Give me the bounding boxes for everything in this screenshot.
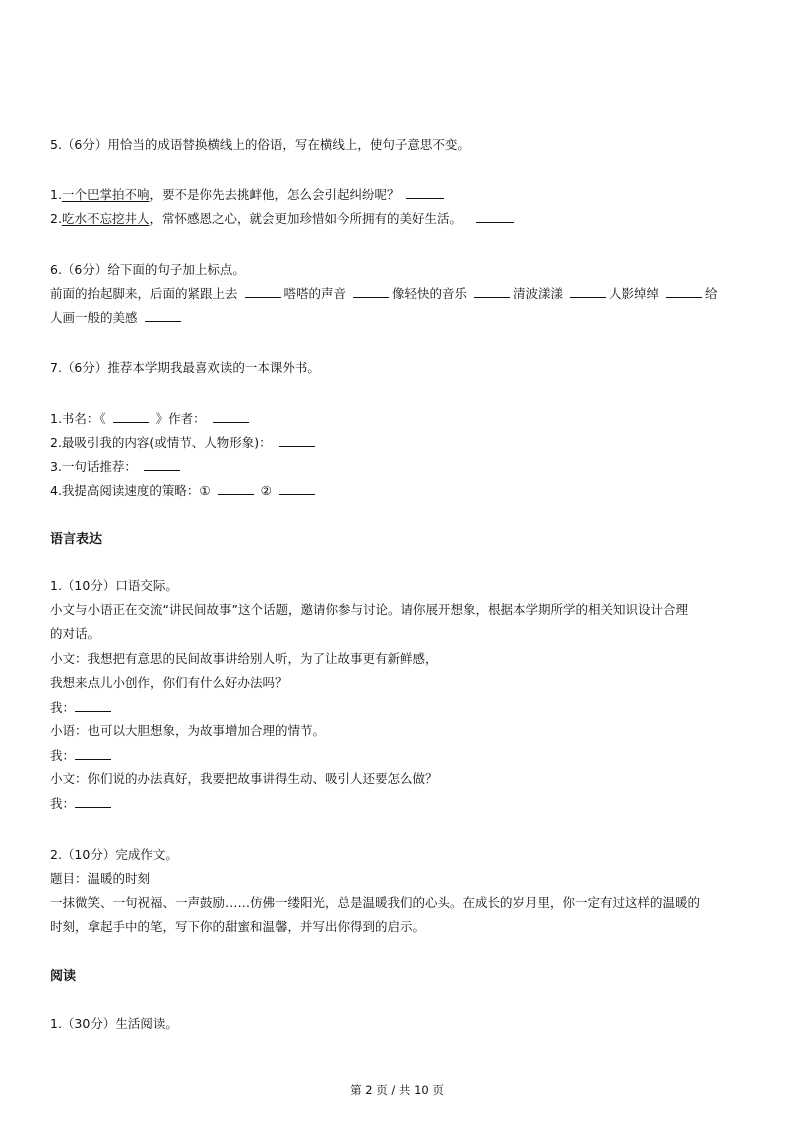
r1-title: 1.（30分）生活阅读。 [50,1016,178,1031]
q5-title: 5.（6分）用恰当的成语替换横线上的俗语，写在横线上，使句子意思不变。 [50,137,470,152]
me-label: 我： [50,748,76,763]
q5-item2-underlined: 吃水不忘挖井人 [61,211,150,226]
q7-text: 3.一句话推荐： [50,459,137,474]
dialogue-line: 小语：也可以大胆想象，为故事增加合理的情节。 [50,723,326,738]
e2-paragraph-1: 一抹微笑、一句祝福、一声鼓励……仿佛一缕阳光，总是温暖我们的心头。在成长的岁月里，你一定有过这样的温暖的 [50,895,701,910]
q6-title: 6.（6分）给下面的句子加上标点。 [50,262,245,277]
q7-line-4 [50,481,318,500]
q7-text: 1.书名：《 [50,411,106,426]
q5-item1-prefix: 1. [50,187,62,202]
q6-text: 嗒嗒的声音 [283,286,347,301]
punctuation-blank[interactable] [353,284,389,298]
me-label: 我： [50,796,76,811]
dialogue-line: 小文：我想把有意思的民间故事讲给别人听，为了让故事更有新鲜感， [50,651,438,666]
q7-text: ② [260,483,272,498]
answer-blank[interactable] [144,457,180,471]
q5-item1-underlined: 一个巴掌拍不响 [61,187,150,202]
answer-blank[interactable] [406,185,444,199]
q5-item-1 [50,185,447,204]
q6-text: 像轻快的音乐 [392,286,468,301]
answer-blank[interactable] [279,481,315,495]
q7-text: 》作者： [155,411,206,426]
q7-line-3 [50,457,183,476]
dialogue-me [50,794,114,813]
q5-item2-rest: ，常怀感恩之心，就会更加珍惜如今所拥有的美好生活。 [149,211,462,226]
e1-title: 1.（10分）口语交际。 [50,578,178,593]
e1-intro-2: 的对话。 [50,626,101,641]
e2-paragraph-2: 时刻，拿起手中的笔，写下你的甜蜜和温馨，并写出你得到的启示。 [50,919,426,934]
punctuation-blank[interactable] [666,284,702,298]
answer-blank[interactable] [279,433,315,447]
q6-text: 人画一般的美感 [50,310,138,325]
q6-text: 人影绰绰 [609,286,660,301]
page-footer: 第 2 页 / 共 10 页 [350,1083,444,1097]
q7-line-1 [50,409,252,428]
q7-title: 7.（6分）推荐本学期我最喜欢读的一本课外书。 [50,360,320,375]
answer-blank[interactable] [75,794,111,808]
answer-blank[interactable] [75,698,111,712]
q5-item-2 [50,209,517,228]
answer-blank[interactable] [476,209,514,223]
dialogue-me [50,746,114,765]
dialogue-me [50,698,114,717]
q6-text: 前面的抬起脚来，后面的紧跟上去 [50,286,238,301]
q6-text: 给 [705,286,718,301]
q6-sentence [50,282,744,330]
section-heading-reading: 阅读 [50,969,77,984]
q7-text: 4.我提高阅读速度的策略：① [50,483,211,498]
q5-item2-prefix: 2. [50,211,62,226]
section-heading-expression: 语言表达 [50,532,103,547]
e2-topic: 题目：温暖的时刻 [50,871,151,886]
dialogue-line: 小文：你们说的办法真好，我要把故事讲得生动、吸引人还要怎么做？ [50,771,438,786]
author-blank[interactable] [213,409,249,423]
answer-blank[interactable] [75,746,111,760]
book-title-blank[interactable] [113,409,149,423]
dialogue-line: 我想来点儿小创作，你们有什么好办法吗？ [50,675,288,690]
q6-text: 清波漾漾 [513,286,564,301]
q7-text: 2.最吸引我的内容(或情节、人物形象)： [50,435,272,450]
q5-item1-rest: ，要不是你先去挑衅他，怎么会引起纠纷呢？ [149,187,400,202]
punctuation-blank[interactable] [145,308,181,322]
e1-intro-1: 小文与小语正在交流“讲民间故事”这个话题，邀请你参与讨论。请你展开想象，根据本学期所学的相关知识设计合理 [50,602,688,617]
punctuation-blank[interactable] [570,284,606,298]
e2-title: 2.（10分）完成作文。 [50,847,178,862]
punctuation-blank[interactable] [245,284,281,298]
q7-line-2 [50,433,318,452]
me-label: 我： [50,700,76,715]
punctuation-blank[interactable] [474,284,510,298]
answer-blank[interactable] [218,481,254,495]
